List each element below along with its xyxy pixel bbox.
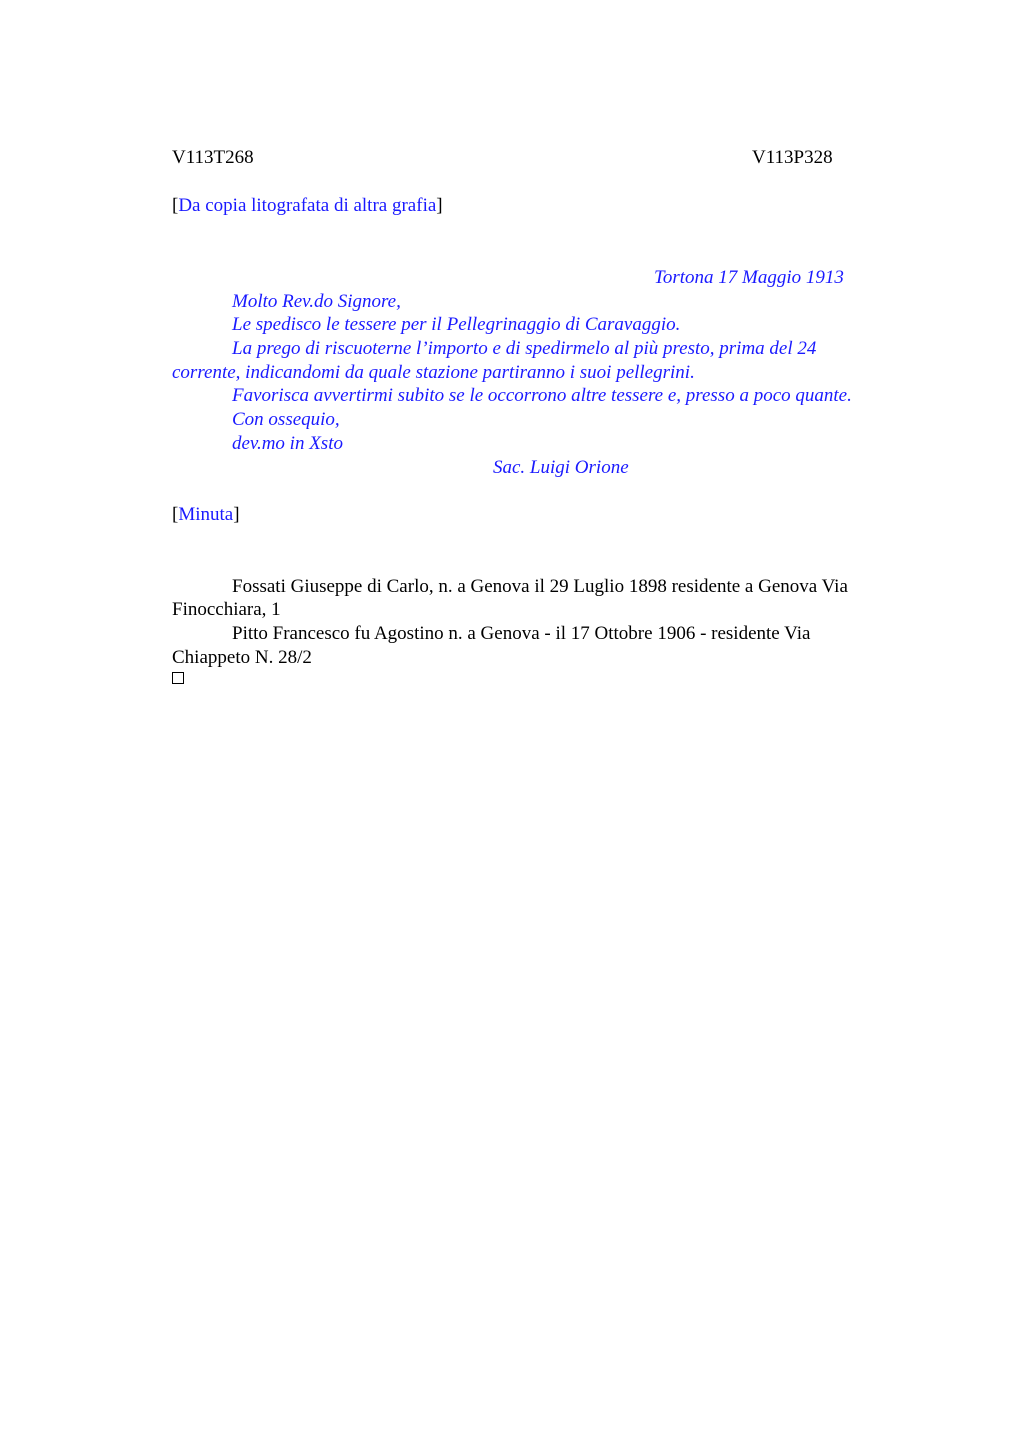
draft-entry-1a: Fossati Giuseppe di Carlo, n. a Genova il 29 Luglio 1898 residente a Genova Via <box>232 576 848 597</box>
minuta-text: Minuta <box>178 504 234 525</box>
draft-entry-2b: Chiappeto N. 28/2 <box>172 647 312 668</box>
letter-salutation: Molto Rev.do Signore, <box>232 291 401 312</box>
minuta-note <box>172 503 240 527</box>
letter-closing-1: Con ossequio, <box>232 409 340 430</box>
source-note-close-bracket: ] <box>436 195 443 216</box>
minuta-open-bracket: [ <box>172 504 179 525</box>
header-right-code: V113P328 <box>752 147 833 168</box>
draft-entry-2a: Pitto Francesco fu Agostino n. a Genova - il 17 Ottobre 1906 - residente Via <box>232 623 811 644</box>
draft-entry-1b: Finocchiara, 1 <box>172 599 281 620</box>
empty-box-icon <box>172 672 184 684</box>
minuta-close-bracket: ] <box>233 504 240 525</box>
letter-place-date: Tortona 17 Maggio 1913 <box>654 267 844 288</box>
letter-signature: Sac. Luigi Orione <box>493 457 629 478</box>
letter-line-2b: corrente, indicandomi da quale stazione partiranno i suoi pellegrini. <box>172 362 695 383</box>
letter-line-1: Le spedisco le tessere per il Pellegrinaggio di Caravaggio. <box>232 314 681 335</box>
source-note-open-bracket: [ <box>172 195 179 216</box>
letter-line-3: Favorisca avvertirmi subito se le occorrono altre tessere e, presso a poco quante. <box>232 385 852 406</box>
header-left-code: V113T268 <box>172 147 254 168</box>
source-note <box>172 194 443 218</box>
letter-closing-2: dev.mo in Xsto <box>232 433 343 454</box>
letter-line-2a: La prego di riscuoterne l’importo e di spedirmelo al più presto, prima del 24 <box>232 338 817 359</box>
source-note-text: Da copia litografata di altra grafia <box>178 195 437 216</box>
